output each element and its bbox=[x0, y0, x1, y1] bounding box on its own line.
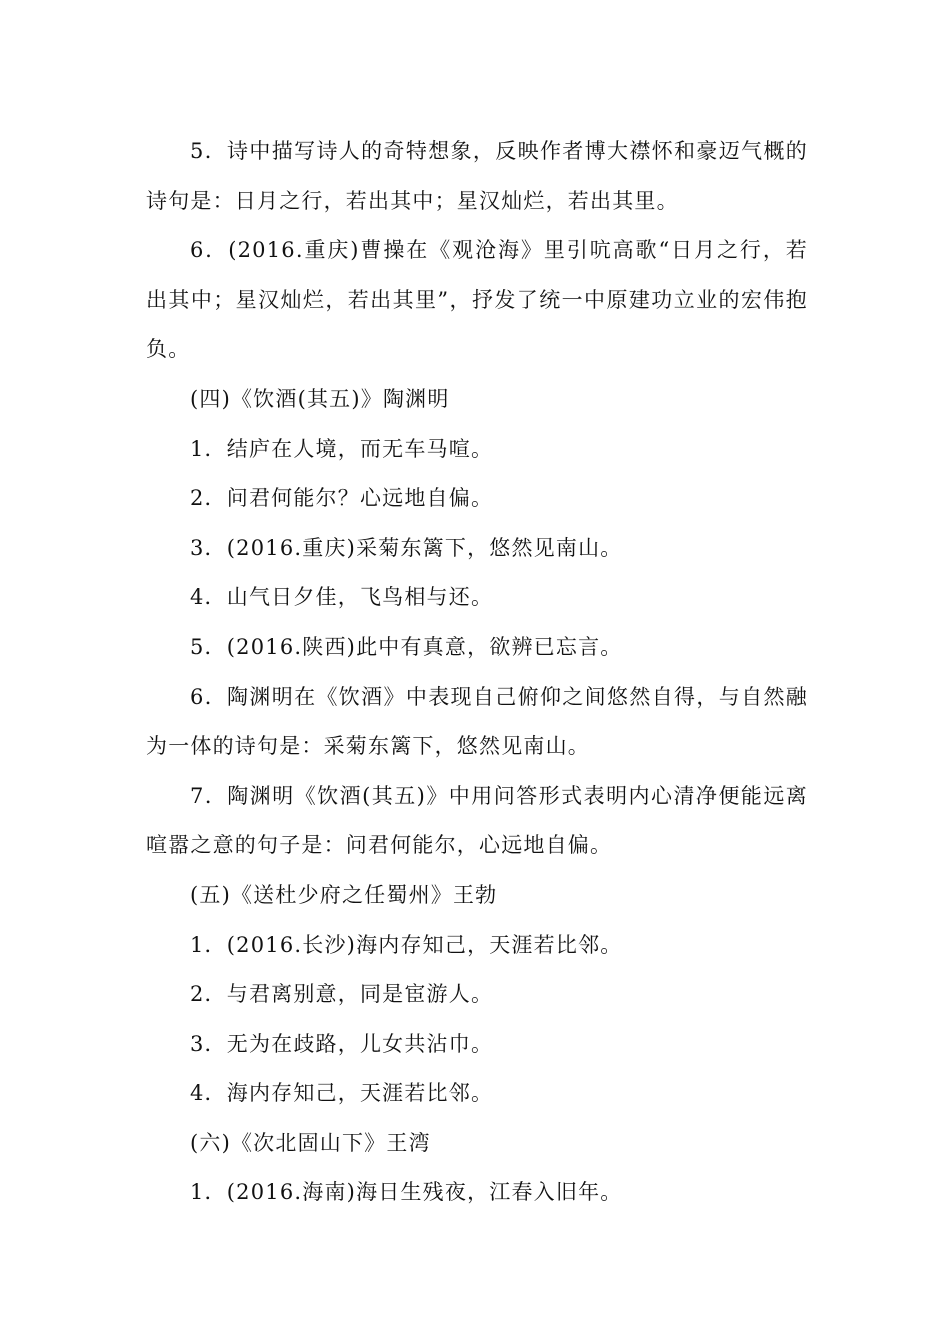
paragraph-item: 4．山气日夕佳，飞鸟相与还。 bbox=[190, 585, 494, 610]
paragraph-item: 1．结庐在人境，而无车马喧。 bbox=[190, 436, 494, 461]
section-heading-songdu: (五)《送杜少府之任蜀州》王勃 bbox=[190, 882, 498, 907]
paragraph-item: 1．(2016.长沙)海内存知己，天涯若比邻。 bbox=[190, 932, 623, 957]
paragraph-item: 7．陶渊明《饮酒(其五)》中用问答形式表明内心清净便能远离喧嚣之意的句子是：问君何能尔，心远地自偏。 bbox=[146, 783, 808, 858]
document-body bbox=[146, 127, 808, 1218]
paragraph-item: 5．(2016.陕西)此中有真意，欲辨已忘言。 bbox=[190, 634, 623, 659]
paragraph-item-6-caocao: 6．(2016.重庆)曹操在《观沧海》里引吭高歌“日月之行，若出其中；星汉灿烂，若出其里”，抒发了统一中原建功立业的宏伟抱负。 bbox=[146, 238, 808, 362]
paragraph-item: 2．与君离别意，同是宦游人。 bbox=[190, 982, 494, 1007]
paragraph-item: 3．无为在歧路，儿女共沾巾。 bbox=[190, 1031, 494, 1056]
paragraph-item: 1．(2016.海南)海日生残夜，江春入旧年。 bbox=[190, 1180, 623, 1205]
paragraph-item: 3．(2016.重庆)采菊东篱下，悠然见南山。 bbox=[190, 535, 623, 560]
paragraph-item: 4．海内存知己，天涯若比邻。 bbox=[190, 1081, 494, 1106]
section-heading-cibeigu: (六)《次北固山下》王湾 bbox=[190, 1130, 431, 1155]
paragraph-item: 2．问君何能尔？心远地自偏。 bbox=[190, 486, 494, 511]
paragraph-item: 6．陶渊明在《饮酒》中表现自己俯仰之间悠然自得，与自然融为一体的诗句是：采菊东篱下，悠然见南山。 bbox=[146, 684, 808, 759]
section-heading-yinjiu: (四)《饮酒(其五)》陶渊明 bbox=[190, 386, 450, 411]
paragraph-item-5-imagination: 5．诗中描写诗人的奇特想象，反映作者博大襟怀和豪迈气概的诗句是：日月之行，若出其中；星汉灿烂，若出其里。 bbox=[146, 139, 808, 213]
